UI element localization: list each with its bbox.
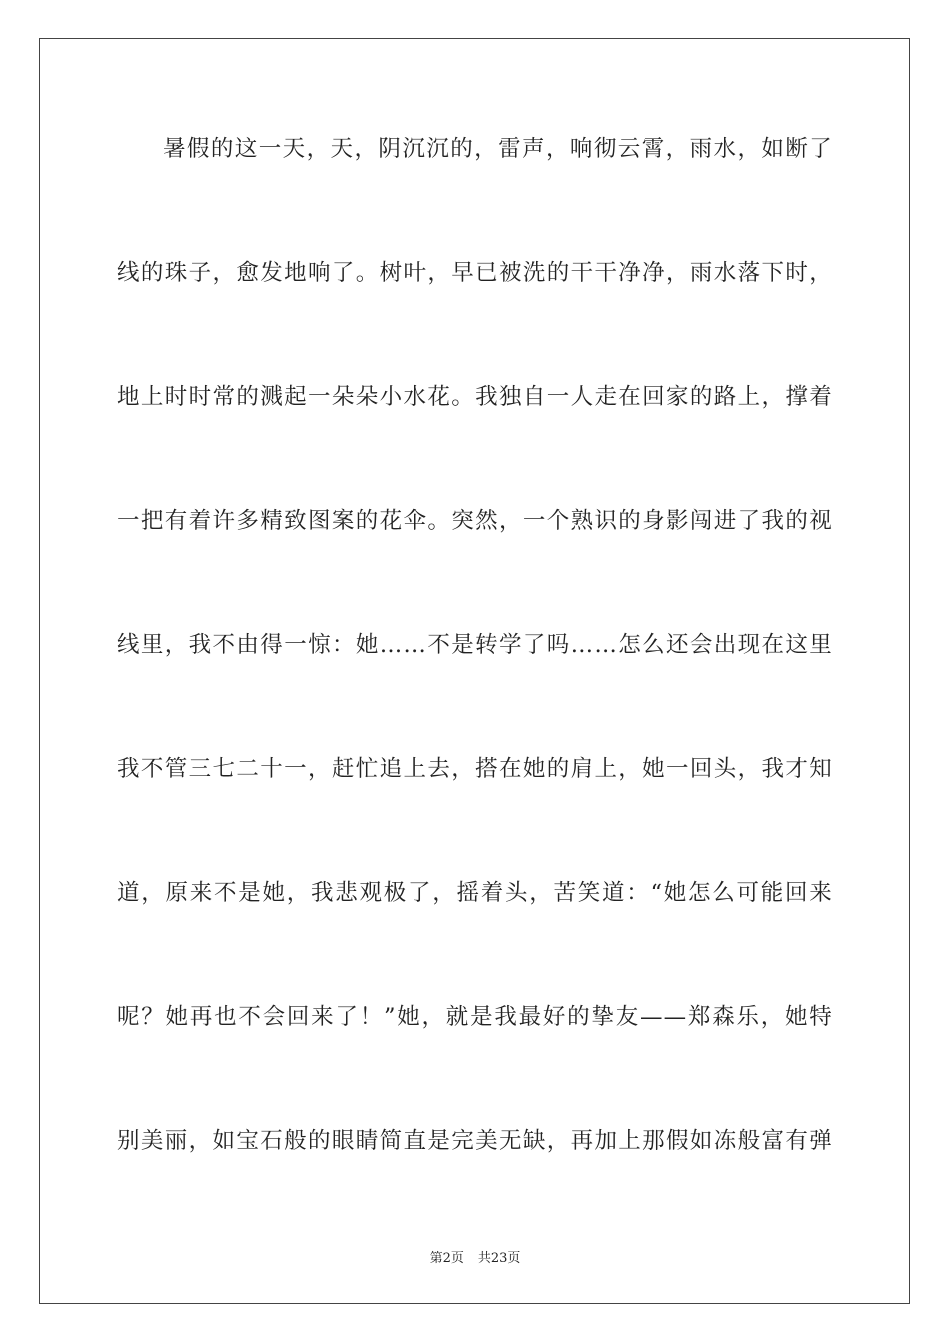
- paragraph-line: 道，原来不是她，我悲观极了，摇着头，苦笑道：“她怎么可能回来: [117, 880, 833, 906]
- body-text: [117, 120, 833, 1236]
- paragraph-line: 线的珠子，愈发地响了。树叶，早已被洗的干干净净，雨水落下时，: [117, 260, 833, 286]
- paragraph-line: 暑假的这一天，天，阴沉沉的，雷声，响彻云霄，雨水，如断了: [163, 136, 833, 162]
- paragraph-line: 一把有着许多精致图案的花伞。突然，一个熟识的身影闯进了我的视: [117, 508, 833, 534]
- paragraph-line: 线里，我不由得一惊：她……不是转学了吗……怎么还会出现在这里: [117, 632, 833, 658]
- page-footer: [0, 1247, 950, 1266]
- paragraph-line: 呢？她再也不会回来了！”她，就是我最好的挚友——郑森乐，她特: [117, 1004, 833, 1030]
- total-page-count: 共23页: [477, 1251, 521, 1266]
- paragraph-line: 地上时时常的溅起一朵朵小水花。我独自一人走在回家的路上，撑着: [117, 384, 833, 410]
- current-page-number: 第2页: [429, 1251, 464, 1266]
- paragraph-line: 别美丽，如宝石般的眼睛简直是完美无缺，再加上那假如冻般富有弹: [117, 1128, 833, 1154]
- paragraph-line: 我不管三七二十一，赶忙追上去，搭在她的肩上，她一回头，我才知: [117, 756, 833, 782]
